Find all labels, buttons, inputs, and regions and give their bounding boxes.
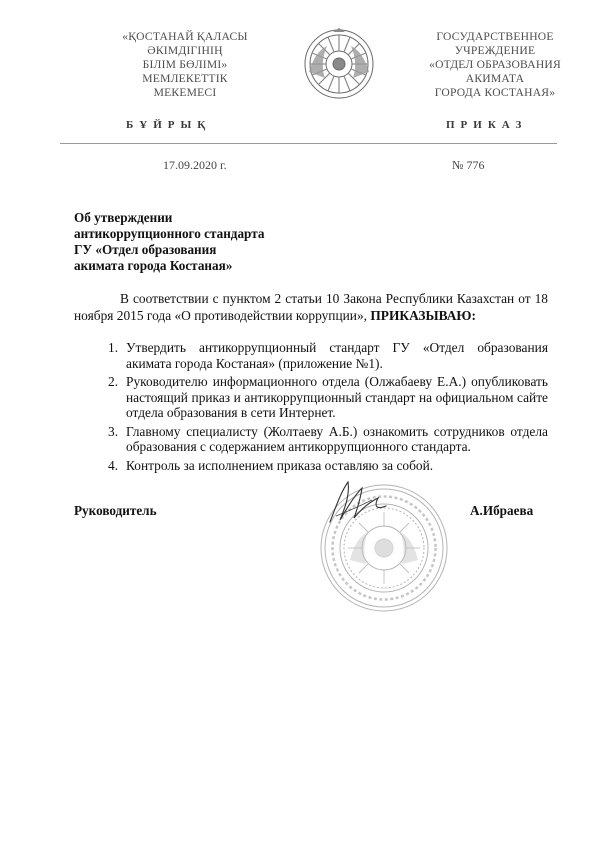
document-title: [74, 210, 264, 274]
list-item: [108, 424, 548, 455]
header-right-line: ГОСУДАРСТВЕННОЕ: [436, 30, 554, 43]
signatory-role: Руководитель: [74, 503, 157, 518]
item-number: 2.: [108, 374, 119, 389]
header-divider: [60, 143, 557, 144]
item-text: Контроль за исполнением приказа оставляю за собой.: [126, 457, 434, 473]
item-text: Утвердить антикоррупционный стандарт ГУ «Отдел образования акимата города Костаная» (приложение №1).: [126, 340, 548, 371]
handwritten-signature: [326, 476, 396, 528]
intro-paragraph: [74, 290, 548, 324]
signature-icon: [326, 476, 396, 528]
order-label-kz: БҰЙРЫҚ: [126, 119, 212, 131]
header-left-line: МЕКЕМЕСІ: [153, 86, 217, 99]
header-right-line: АКИМАТА: [465, 72, 525, 85]
header-right-line: УЧРЕЖДЕНИЕ: [454, 44, 536, 57]
item-text: Главному специалисту (Жолтаеву А.Б.) ознакомить сотрудников отдела образования с содержанием антикоррупционного стандарта.: [126, 423, 548, 454]
list-item: [108, 458, 548, 474]
signatory-name: А.Ибраева: [470, 503, 534, 518]
order-items-list: [108, 340, 548, 476]
item-number: 1.: [108, 340, 119, 355]
title-line: ГУ «Отдел образования: [74, 242, 217, 257]
list-item: [108, 374, 548, 421]
order-label-ru: ПРИКАЗ: [446, 119, 528, 131]
title-line: акимата города Костаная»: [74, 258, 233, 273]
item-number: 3.: [108, 423, 119, 439]
emblem-icon: [303, 28, 375, 100]
order-number: № 776: [452, 158, 485, 172]
header-left-line: «ҚОСТАНАЙ ҚАЛАСЫ: [122, 30, 248, 43]
item-number: 4.: [108, 457, 119, 473]
intro-emphasis: ПРИКАЗЫВАЮ:: [370, 308, 476, 323]
header-right-line: «ОТДЕЛ ОБРАЗОВАНИЯ: [429, 58, 561, 71]
header-right-line: ГОРОДА КОСТАНАЯ»: [434, 86, 556, 99]
header-left-line: БІЛІМ БӨЛІМІ»: [142, 58, 228, 71]
intro-text: В соответствии с пунктом 2 статьи 10 Закона Республики Казахстан от 18 ноября 2015 года «О противодействии коррупции»,: [74, 291, 548, 323]
header-left-line: ӘКІМДІГІНІҢ: [147, 44, 223, 57]
item-text: Руководителю информационного отдела (Олжабаеву Е.А.) опубликовать настоящий приказ и антикоррупционный стандарт на официальном сайте отдела образования в сети Интернет.: [126, 374, 548, 420]
state-emblem: [303, 28, 375, 100]
title-line: Об утверждении: [74, 210, 173, 225]
list-item: [108, 340, 548, 371]
title-line: антикоррупционного стандарта: [74, 226, 265, 241]
header-left-line: МЕМЛЕКЕТТІК: [142, 72, 228, 85]
order-date: 17.09.2020 г.: [163, 158, 227, 172]
header-left-org: [100, 30, 270, 100]
header-right-org: [405, 30, 585, 100]
